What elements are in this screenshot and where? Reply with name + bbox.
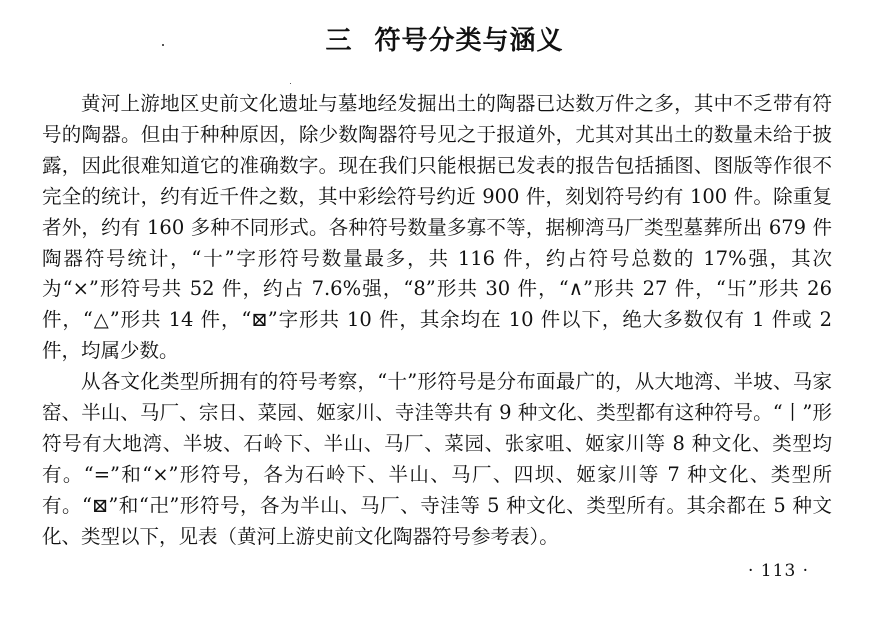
section-title: 符号分类与涵义 [374,26,564,56]
section-number: 三 [325,26,353,56]
body-text [42,89,832,553]
scan-speck [162,44,164,46]
page-number: · 113 · [748,561,810,581]
paragraph-symbol-statistics: 黄河上游地区史前文化遗址与墓地经发掘出土的陶器已达数万件之多，其中不乏带有符号的陶器。但由于种种原因，除少数陶器符号见之于报道外，尤其对其出土的数量未给于披露，因此很难知道它的准确数字。现在我们只能根据已发表的报告包括插图、图版等作很不完全的统计，约有近千件之数，其中彩绘符号约近 900 件，刻划符号约有 100 件。除重复者外，约有 160 多种不同形式。各种符号数量多寡不等，据柳湾马厂类型墓葬所出 679 件陶器符号统计，“十”字形符号数量最多，共 116 件，约占符号总数的 17%强，其次为“×”形符号共 52 件，约占 7.6%强，“8”形共 30 件，“∧”形共 27 件，“卐”形共 26 件，“△”形共 14 件，“⊠”字形共 10 件，其余均在 10 件以下，绝大多数仅有 1 件或 2 件，均属少数。 [42,92,832,363]
section-heading [0,20,889,57]
scan-speck [290,83,291,84]
paragraph-symbol-distribution: 从各文化类型所拥有的符号考察，“十”形符号是分布面最广的，从大地湾、半坡、马家窑、半山、马厂、宗日、菜园、姬家川、寺洼等共有 9 种文化、类型都有这种符号。“丨”形符号有大地湾、半坡、石岭下、半山、马厂、菜园、张家咀、姬家川等 8 种文化、类型均有。“=”和“×”形符号，各为石岭下、半山、马厂、四坝、姬家川等 7 种文化、类型所有。“⊠”和“卍”形符号，各为半山、马厂、寺洼等 5 种文化、类型所有。其余都在 5 种文化、类型以下，见表（黄河上游史前文化陶器符号参考表）。 [42,370,832,548]
